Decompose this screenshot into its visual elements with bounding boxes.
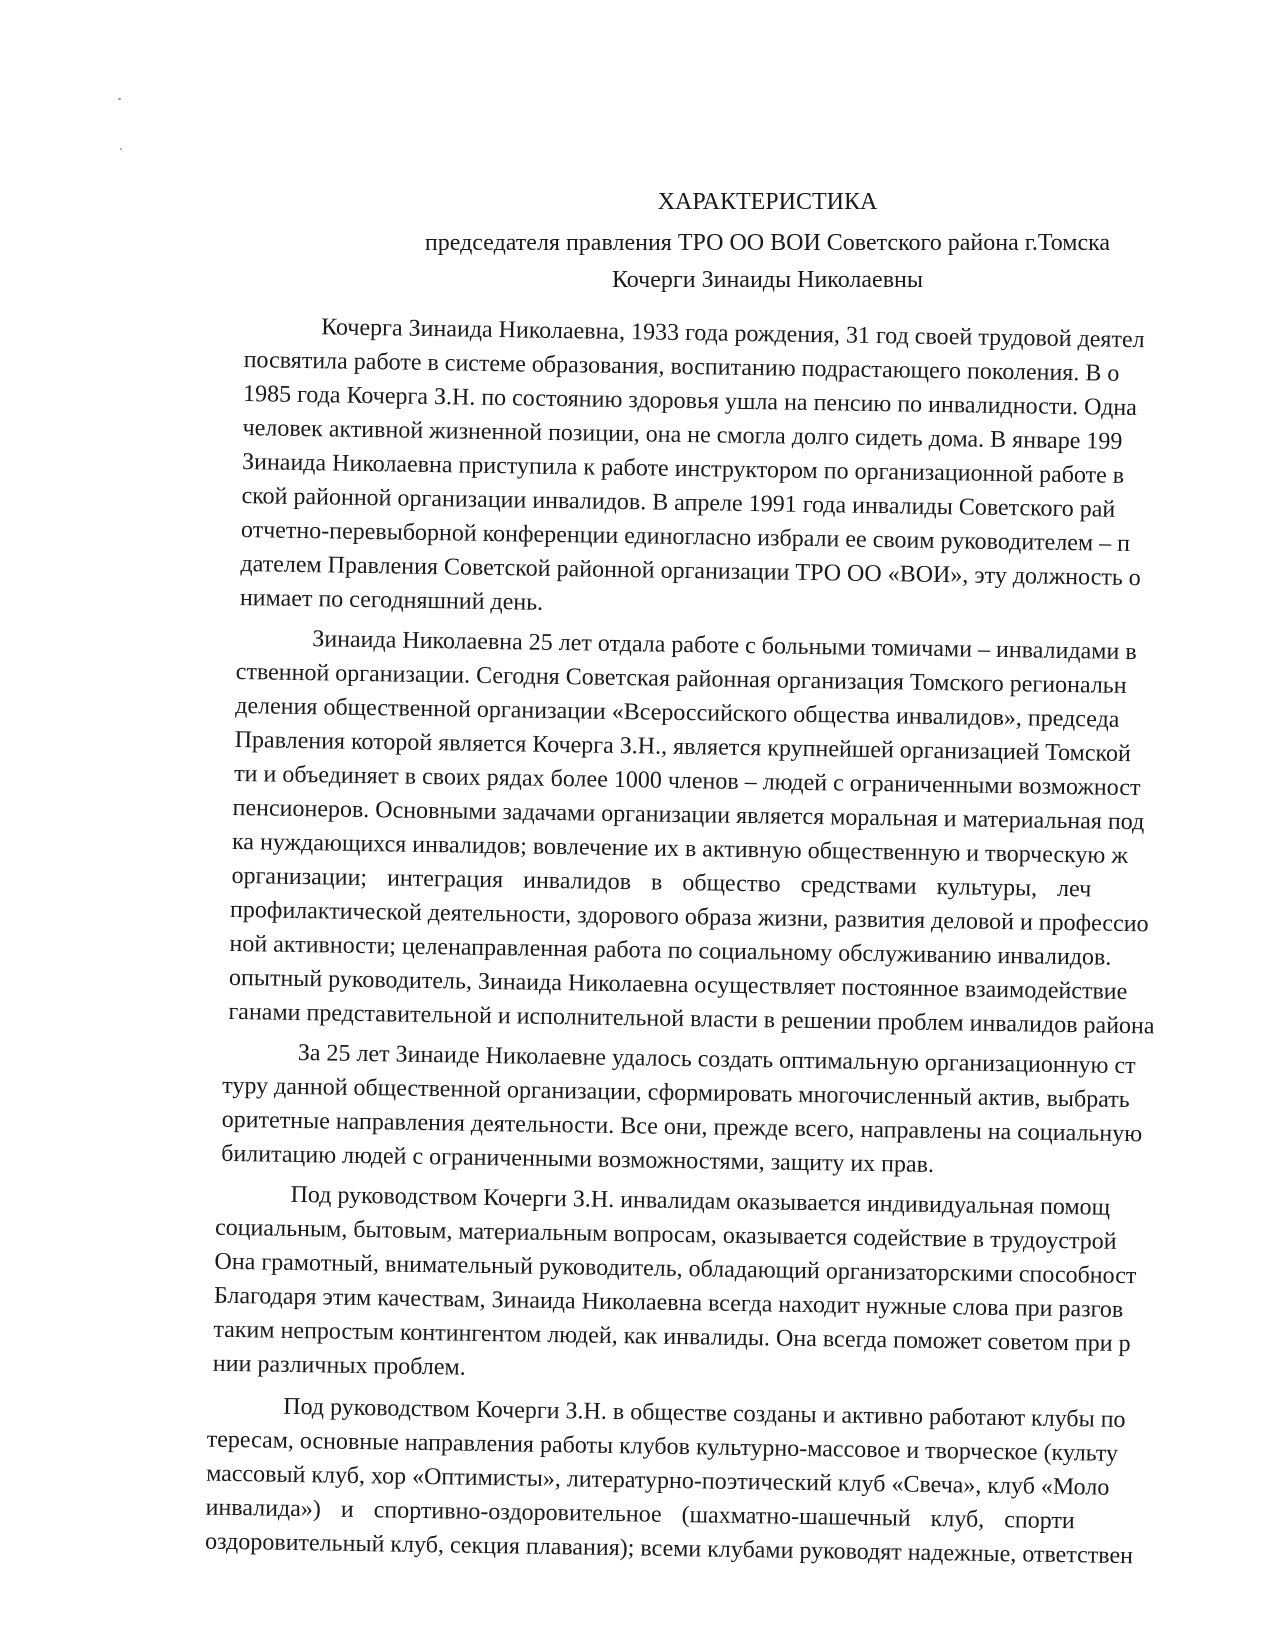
body-line: нии различных проблем.	[212, 1350, 466, 1381]
body-line: дателем Правления Советской районной организации ТРО ОО «ВОИ», эту должность о	[240, 551, 1141, 592]
body-line: ской районной организации инвалидов. В апреле 1991 года инвалиды Советского рай	[241, 483, 1116, 523]
body-line: нимает по сегодняшний день.	[239, 585, 544, 616]
body-line: билитацию людей с ограниченными возможностями, защиту их прав.	[221, 1140, 935, 1179]
body-line: Зинаида Николаевна приступила к работе инструктором по организационной работе в	[241, 449, 1125, 489]
body-line: Правления которой является Кочерга З.Н., является крупнейшей организацией Томской	[234, 726, 1131, 768]
body-line: массовый клуб, хор «Оптимисты», литературно-поэтический клуб «Свеча», клуб «Моло	[205, 1460, 1110, 1501]
body-line: 1985 года Кочерга З.Н. по состоянию здоровья ушла на пенсию по инвалидности. Одна	[242, 381, 1138, 422]
document-subject-name: Кочерги Зинаиды Николаевны	[611, 267, 924, 293]
body-line: социальным, бытовым, материальным вопросам, оказывается содействие в трудоустрой	[214, 1214, 1117, 1255]
body-line: ганами представительной и исполнительной власти в решении проблем инвалидов района	[228, 998, 1155, 1040]
body-line: посвятила работе в системе образования, воспитанию подрастающего поколения. В о	[243, 347, 1120, 387]
body-line: оритетные направления деятельности. Все они, прежде всего, направлены на социальную	[221, 1106, 1143, 1148]
body-line: оздоровительный клуб, секция плавания); всеми клубами руководят надежные, ответствен	[204, 1528, 1134, 1570]
body-line: ственной организации. Сегодня Советская районная организация Томского региональн	[235, 658, 1127, 699]
body-line: инвалида») и спортивно-оздоровительное (шахматно-шашечный клуб, спорти	[205, 1494, 1075, 1535]
body-line: ка нуждающихся инвалидов; вовлечение их в активную общественную и творческую ж	[231, 828, 1129, 870]
body-line: отчетно-перевыборной конференции единогласно избрали ее своим руководителем – п	[240, 517, 1131, 558]
body-line: пенсионеров. Основными задачами организации является моральная и материальная под	[232, 794, 1145, 836]
document-title: ХАРАКТЕРИСТИКА	[657, 189, 878, 215]
document-subtitle: председателя правления ТРО ОО ВОИ Советского района г.Томска	[424, 230, 1111, 256]
body-line: За 25 лет Зинаиде Николаевне удалось создать оптимальную организационную ст	[297, 1039, 1136, 1080]
body-line: Зинаида Николаевна 25 лет отдала работе с больными томичами – инвалидами в	[312, 626, 1137, 666]
body-line: деления общественной организации «Всероссийского общества инвалидов», председа	[235, 692, 1120, 733]
body-line: Она грамотный, внимательный руководитель, обладающий организаторскими способност	[214, 1248, 1137, 1290]
body-line: человек активной жизненной позиции, она не смогла долго сидеть дома. В январе 199	[242, 415, 1123, 455]
body-line: ти и объединяет в своих рядах более 1000 членов – людей с ограниченными возможност	[233, 760, 1141, 802]
body-line: Под руководством Кочерги З.Н. инвалидам оказывается индивидуальная помощ	[290, 1181, 1111, 1221]
body-line: профилактической деятельности, здорового образа жизни, развития деловой и профессио	[229, 896, 1149, 938]
body-line: Под руководством Кочерги З.Н. в обществе созданы и активно работают клубы по	[283, 1393, 1126, 1434]
body-line: организации; интеграция инвалидов в общество средствами культуры, леч	[231, 862, 1092, 903]
body-line: опытный руководитель, Зинаида Николаевна осуществляет постоянное взаимодействие	[228, 964, 1128, 1006]
body-line: Благодаря этим качествам, Зинаида Николаевна всегда находит нужные слова при разгов	[213, 1282, 1124, 1323]
body-line: ной активности; целенаправленная работа по социальному обслуживанию инвалидов.	[229, 930, 1112, 971]
body-line: туру данной общественной организации, сформировать многочисленный актив, выбрать	[222, 1072, 1130, 1114]
body-line: таким непростым контингентом людей, как инвалиды. Она всегда поможет советом при р	[213, 1316, 1131, 1358]
body-line: тересам, основные направления работы клубов культурно-массовое и творческое (культу	[206, 1426, 1119, 1467]
body-line: Кочерга Зинаида Николаевна, 1933 года рождения, 31 год своей трудовой деятел	[321, 314, 1145, 354]
